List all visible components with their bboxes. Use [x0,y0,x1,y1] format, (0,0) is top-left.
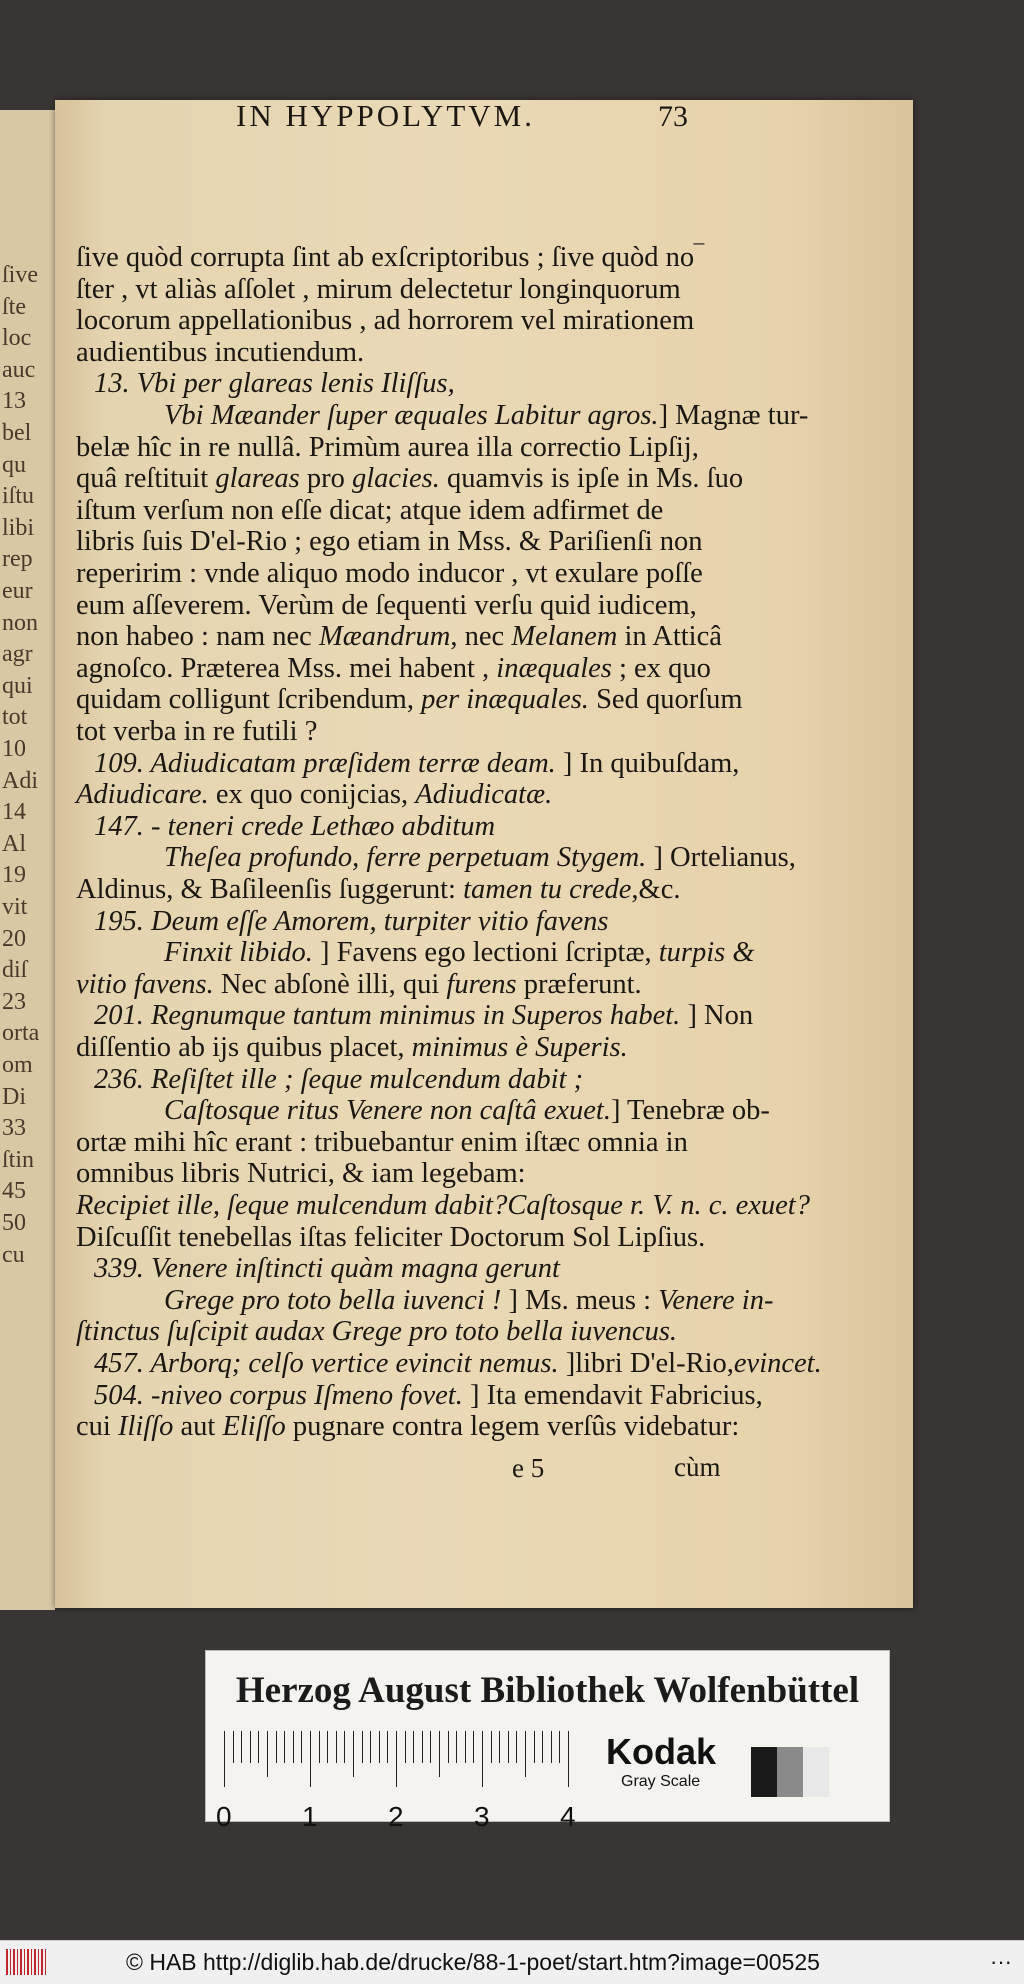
text-line [76,1411,740,1443]
text-segment: Caſtosque ritus Venere non caſtâ exuet. [164,1095,611,1127]
text-segment: per inæquales. [421,684,589,716]
facing-page-fragment: ſte [2,293,26,320]
facing-page-fragment: tot [2,704,28,731]
text-line [76,337,736,369]
ruler-tick [250,1731,251,1763]
text-segment: audientibus incutiendum. [76,336,365,368]
text-segment: ] Non [680,1000,754,1032]
text-segment: minimus è Superis. [411,1032,628,1063]
text-segment: eum aſſeverem. Verùm de ſequenti verſu quid iudicem, [76,589,697,621]
text-segment: in Atticâ [617,621,722,653]
facing-page-fragment: non [2,609,38,636]
text-segment: Recipiet ille, ſeque mulcendum dabit?Caſtosque r. V. n. c. exuet? [76,1190,810,1221]
text-segment: libris ſuis D'el-Rio ; ego etiam in Mss. & Pariſienſi non [76,526,703,558]
text-segment: turpis & [658,937,755,969]
text-segment: ] In quibuſdam, [555,747,740,779]
text-segment: tot verba in re futili ? [76,716,318,747]
facing-page-fragment: diſ [2,957,28,984]
color-calibration-card [205,1650,890,1832]
text-segment: 236. Reſiſtet ille ; ſeque mulcendum dabit ; [94,1063,584,1095]
text-segment: Adiudicare. [76,779,209,811]
text-segment: Sed quorſum [588,684,743,716]
text-segment: locorum appellationibus , ad horrorem vel mirationem [76,305,695,337]
text-segment: evincet. [733,1348,822,1379]
text-segment: Vbi Mæander ſuper æquales Labitur agros. [164,400,659,431]
facing-page-fragment: 50 [2,1210,26,1236]
library-name: Herzog August Bibliothek Wolfenbüttel [235,1670,860,1711]
ruler-tick [319,1731,320,1763]
text-line [76,653,736,685]
text-segment: Grege pro toto bella iuvenci ! [164,1284,509,1316]
text-line [164,937,824,969]
ruler-tick [508,1731,509,1763]
text-segment: 195. Deum eſſe Amorem, turpiter vitio favens [94,905,609,937]
text-line [76,684,743,716]
text-segment: Iliſſo [117,1411,174,1443]
ruler-tick [362,1731,363,1763]
text-segment: ] Favens ego lectioni ſcriptæ, [312,937,659,969]
text-segment: Nec abſonè illi, qui [213,968,447,1000]
text-segment: ] Magnæ tur- [658,400,809,431]
text-line [76,874,736,906]
ruler-tick [284,1731,285,1763]
running-title: IN HYPPOLYTVM. [236,98,535,133]
ruler-tick [491,1731,492,1763]
kodak-logo: Kodak [606,1731,717,1772]
text-segment: 201. Regnumque tantum minimus in Superos habet. [94,1000,681,1032]
text-segment: pro [299,463,353,495]
text-line [94,1379,763,1412]
text-line [76,969,736,1001]
signature-mark: e 5 [512,1453,545,1483]
ruler-tick [370,1731,371,1763]
text-segment: iſtum verſum non eſſe dicat; atque idem adfirmet de [76,494,664,526]
ruler-tick [224,1731,225,1787]
text-segment: ]libri D'el-Rio, [558,1348,734,1379]
facing-page-fragment: ſive [2,262,38,288]
text-line [94,1253,754,1285]
ruler-tick [379,1731,380,1763]
ruler-number: 1 [302,1801,318,1832]
text-segment: tamen tu crede [463,874,632,905]
text-line [94,368,754,400]
text-line [94,748,754,780]
text-segment: glareas [215,463,300,495]
ruler-tick [276,1731,277,1763]
ruler-tick [310,1731,311,1787]
facing-page-fragment: ſtin [2,1146,35,1173]
text-line [76,1127,736,1159]
text-segment: ] Ortelianus, [646,842,796,874]
text-segment: vitio favens. [76,968,214,1000]
source-credit-link[interactable]: © HAB http://diglib.hab.de/drucke/88-1-poet/start.htm?image=00525 [126,1949,820,1975]
text-segment: ] Tenebræ ob- [610,1095,770,1127]
text-segment: quâ reſtituit [76,463,216,495]
ruler-tick [413,1731,414,1763]
text-line [76,590,736,622]
facing-page-fragment: orta [2,1020,40,1047]
text-line [76,526,736,558]
text-line [76,1158,736,1190]
facing-page-fragment: 10 [2,736,26,762]
ruler-tick [387,1731,388,1763]
text-line [76,779,736,811]
gray-swatch [803,1747,829,1797]
facing-page-fragment: vit [2,894,28,920]
text-segment: 339. Venere inſtincti quàm magna gerunt [94,1253,560,1285]
measurement-ruler [216,1731,584,1832]
facing-page-text [0,110,55,1610]
viewer-footer [0,1940,1024,1984]
text-segment: furens [446,968,517,1000]
text-segment: Venere in- [658,1284,774,1316]
text-segment: Theſea profundo, ferre perpetuam Stygem. [164,842,647,874]
facing-page-fragment: agr [2,641,33,668]
text-line [76,495,736,527]
facing-page-fragment: 13 [2,388,26,415]
ruler-tick [456,1731,457,1763]
text-segment: 109. Adiudicatam præſidem terræ deam. [94,747,556,779]
ruler-tick [465,1731,466,1763]
ruler-tick [267,1731,268,1777]
facing-page-fragment: 19 [2,862,26,889]
ruler-tick [534,1731,535,1763]
facing-page-fragment: 45 [2,1178,26,1205]
facing-page-fragment: eur [2,578,33,604]
ruler-tick [422,1731,423,1763]
ruler-tick [482,1731,483,1787]
text-line [94,1064,754,1096]
ruler-tick [396,1731,397,1787]
text-segment: Melanem [511,621,618,653]
text-line [94,811,754,843]
facing-page-fragment: qu [2,451,26,478]
text-segment: belæ hîc in re nullâ. Primùm aurea illa correctio Lipſij, [76,431,699,463]
text-line [76,558,736,590]
text-line [76,716,736,748]
text-segment: ,&c. [631,874,681,905]
facing-page-fragment: 23 [2,988,26,1015]
text-line [76,1222,736,1254]
ruler-tick [568,1731,569,1787]
text-line [94,1348,822,1380]
ruler-tick [293,1731,294,1763]
text-line [76,463,744,495]
ruler-tick [336,1731,337,1763]
text-segment: pugnare contra legem verſûs videbatur: [285,1411,740,1443]
ruler-tick [241,1731,242,1763]
text-segment: diſſentio ab ijs quibus placet, [76,1032,412,1063]
ruler-tick [448,1731,449,1763]
text-line [94,1000,754,1032]
text-segment: agnoſco. Præterea Mss. mei habent , [76,652,497,684]
ruler-number: 2 [388,1801,404,1832]
ruler-tick [327,1731,328,1763]
facing-page-fragment: rep [2,546,33,573]
text-segment: Finxit libido. [164,937,313,969]
text-segment: inæquales [496,652,612,684]
ruler-tick [353,1731,354,1777]
hab-barcode-icon[interactable] [6,1949,46,1975]
facing-page-fragment: 33 [2,1115,26,1142]
facing-page-fragment: loc [2,325,32,352]
text-line [164,400,824,432]
text-segment: cui [76,1411,118,1443]
text-line [76,1316,736,1348]
text-segment: ortæ mihi hîc erant : tribuebantur enim iſtæc omnia in [76,1126,688,1158]
text-line [164,842,824,874]
text-segment: ſter , vt aliàs aſſolet , mirum delectetur longinquorum [76,273,681,305]
text-segment: Diſcuſſit tenebellas iſtas feliciter Doctorum Sol Lipſius. [76,1221,706,1253]
gray-scale-label: Gray Scale [621,1773,701,1790]
text-segment: Aldinus, & Baſileenſis ſuggerunt: [76,874,464,905]
text-segment: aut [173,1411,223,1443]
text-segment: ſtinctus ſuſcipit audax Grege pro toto bella iuvencus. [76,1316,678,1348]
text-segment: ſive quòd corrupta ſint ab exſcriptoribus ; ſive quòd no‾ [76,242,704,273]
facing-page-fragment: om [2,1052,33,1078]
text-segment: glacies. [352,463,440,495]
catchword: cùm [674,1452,721,1482]
more-menu-icon[interactable]: ··· [990,1949,1012,1974]
facing-page-fragment: bel [2,420,32,446]
ruler-tick [551,1731,552,1763]
ruler-tick [430,1731,431,1763]
facing-page-fragment: 14 [2,799,26,826]
facing-page-fragment: auc [2,356,36,383]
facing-page-fragment: 20 [2,925,26,952]
ruler-number: 0 [216,1801,232,1832]
ruler-number: 3 [474,1801,490,1832]
text-segment: quamvis is ipſe in Ms. ſuo [439,463,744,495]
ruler-tick [301,1731,302,1763]
text-line [76,242,736,274]
facing-page-fragment: qui [2,672,33,699]
text-segment: præferunt. [516,968,642,1000]
ruler-tick [542,1731,543,1763]
facing-page-fragment: Di [2,1083,26,1110]
ruler-tick [499,1731,500,1763]
text-segment: , nec [450,621,512,653]
ruler-tick [439,1731,440,1777]
text-segment: quidam colligunt ſcribendum, [76,684,422,716]
text-segment: 504. -niveo corpus Iſmeno fovet. [94,1379,463,1411]
ruler-tick [525,1731,526,1777]
text-line [76,1032,736,1064]
facing-page-fragment: cu [2,1241,25,1268]
text-segment: ex quo conijcias, [208,779,416,811]
text-segment: 13. Vbi per glareas lenis Iliſſus, [94,368,455,400]
text-line [94,906,754,938]
ruler-tick [344,1731,345,1763]
ruler-tick [233,1731,234,1763]
text-line [76,621,736,653]
text-line [76,274,736,306]
gray-swatch [777,1747,803,1797]
facing-page-fragment: iſtu [2,483,35,510]
ruler-tick [473,1731,474,1763]
ruler-tick [405,1731,406,1763]
text-line [164,1285,824,1317]
gray-swatch [751,1747,777,1797]
text-segment: ; ex quo [611,652,711,684]
text-segment: reperirim : vnde aliquo modo inducor , vt exulare poſſe [76,558,703,589]
text-line [76,1190,810,1222]
text-segment: 457. Arborq; celſo vertice evincit nemus. [94,1348,559,1379]
text-segment: omnibus libris Nutrici, & iam legebam: [76,1158,526,1190]
text-segment: Eliſſo [222,1411,286,1443]
text-segment: ] Ms. meus : [508,1284,659,1316]
text-segment: Mæandrum [318,621,451,653]
facing-page-fragment: libi [2,514,35,541]
text-line [76,432,736,464]
text-line [164,1095,824,1127]
ruler-tick [559,1731,560,1763]
page-number: 73 [658,100,688,133]
ruler-tick [516,1731,517,1763]
text-segment: ] Ita emendavit Fabricius, [462,1379,763,1411]
facing-page-fragment: Al [2,830,26,857]
ruler-tick [258,1731,259,1763]
text-line [76,305,736,337]
facing-page-fragment: Adi [2,767,38,794]
text-segment: 147. - teneri crede Lethæo abditum [94,810,496,842]
text-segment: non habeo : nam nec [76,621,319,653]
text-segment: Adiudicatæ. [415,779,553,811]
ruler-number: 4 [560,1801,576,1832]
